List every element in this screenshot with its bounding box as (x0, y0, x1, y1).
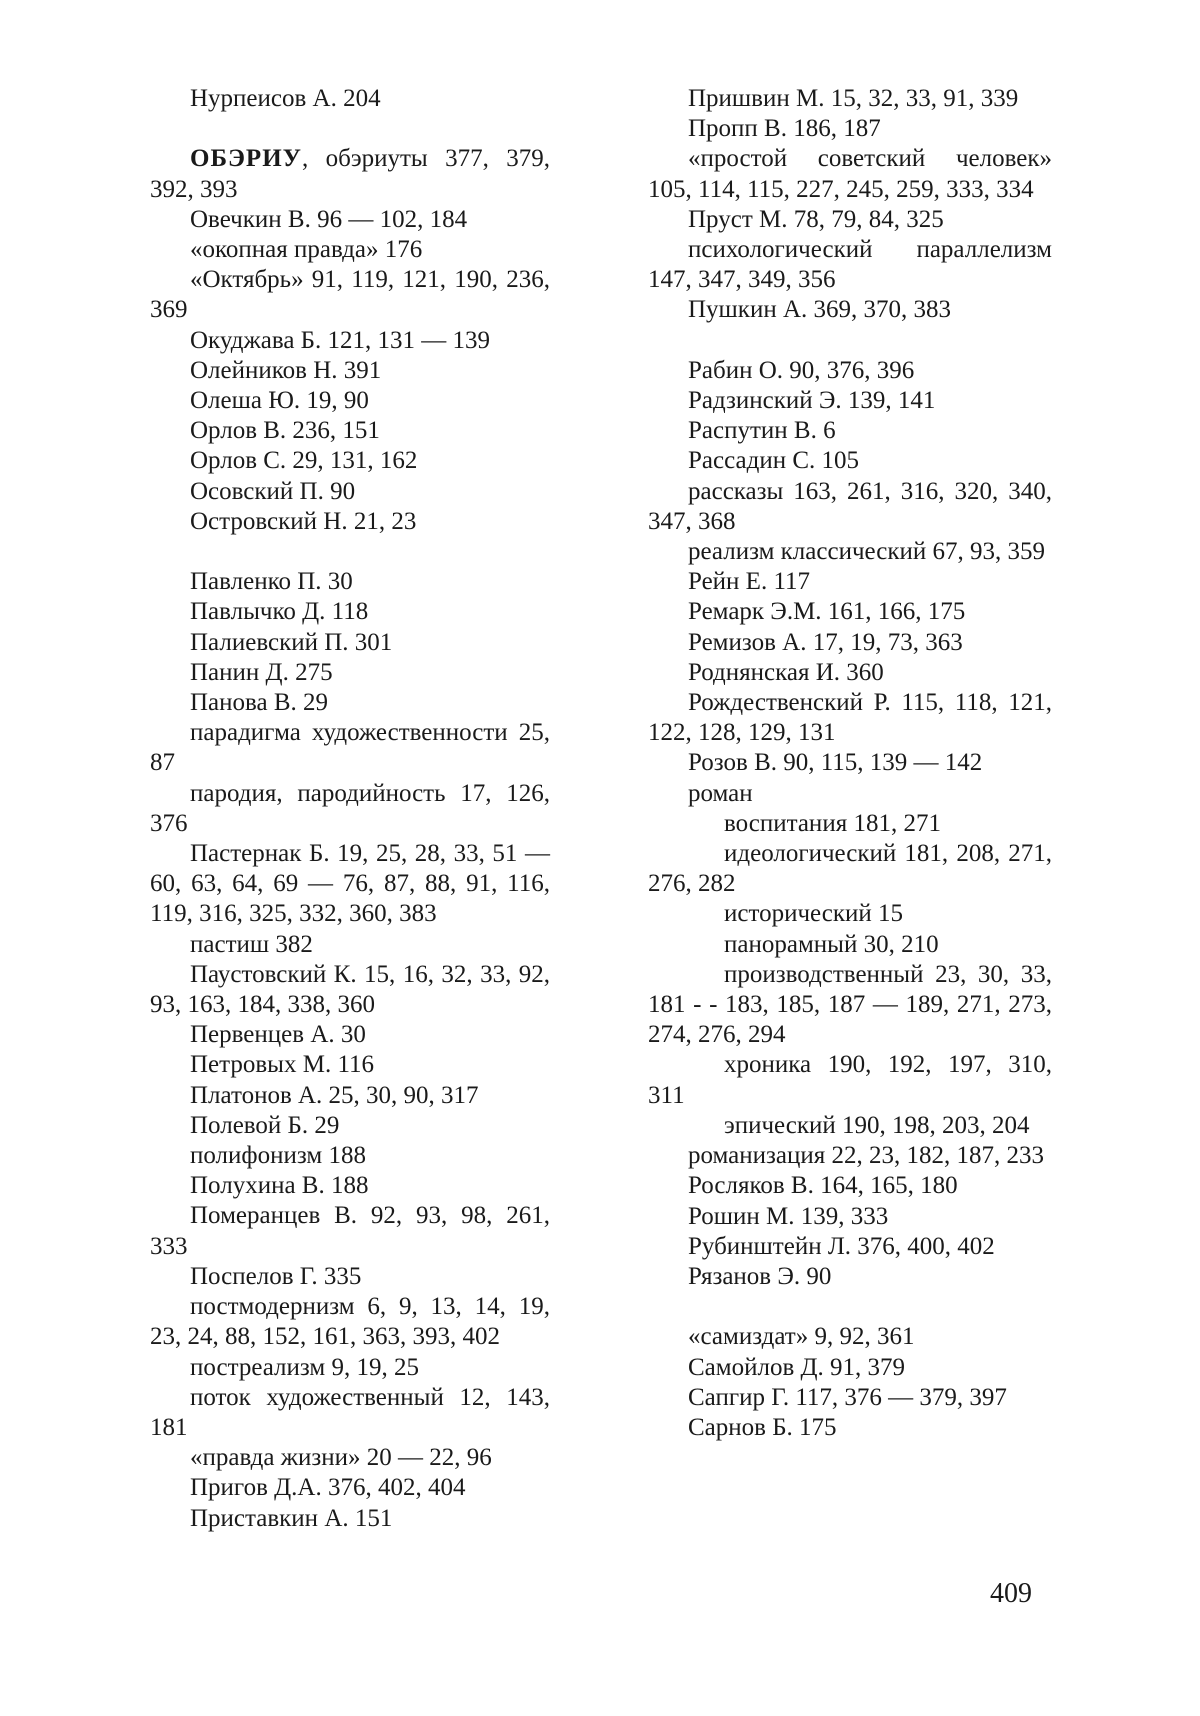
index-entry: Рассадин С. 105 (688, 447, 859, 475)
index-entry: Островский Н. 21, 23 (190, 507, 417, 535)
index-entry: Окуджава Б. 121, 131 — 139 (190, 326, 491, 354)
index-entry: ОБЭРИУ, обэриуты 377, 379, 392, 393 (150, 145, 550, 203)
section-gap (150, 114, 550, 144)
index-subentry: исторический 15 (724, 900, 903, 928)
index-subentry: панорамный 30, 210 (724, 930, 939, 958)
index-subentry: хроника 190, 192, 197, 310, 311 (648, 1051, 1052, 1109)
index-entry: парадигма художественности 25, 87 (150, 719, 550, 777)
index-entry: Росляков В. 164, 165, 180 (688, 1172, 958, 1200)
index-entry: пастиш 382 (190, 930, 313, 958)
index-entry: Рязанов Э. 90 (688, 1262, 832, 1290)
index-entry: Ремизов А. 17, 19, 73, 363 (688, 628, 963, 656)
index-entry: Пруст М. 78, 79, 84, 325 (688, 205, 944, 233)
index-entry: Пушкин А. 369, 370, 383 (688, 296, 952, 324)
index-entry: Панова В. 29 (190, 689, 329, 717)
index-entry: Рабин О. 90, 376, 396 (688, 356, 915, 384)
index-entry: Самойлов Д. 91, 379 (688, 1353, 906, 1381)
section-gap (150, 537, 550, 567)
index-entry: Олеша Ю. 19, 90 (190, 387, 369, 415)
index-entry: Нурпеисов А. 204 (190, 85, 381, 112)
index-subentry: идеологический 181, 208, 271, 276, 282 (648, 840, 1052, 898)
index-entry: Полевой Б. 29 (190, 1111, 340, 1139)
index-entry: Роднянская И. 360 (688, 658, 884, 686)
index-entry: Пригов Д.А. 376, 402, 404 (190, 1474, 466, 1502)
index-entry: постмодернизм 6, 9, 13, 14, 19, 23, 24, 88, 152, 161, 363, 393, 402 (150, 1293, 550, 1351)
index-entry: Сарнов Б. 175 (688, 1413, 837, 1441)
index-entry: Приставкин А. 151 (190, 1504, 393, 1532)
section-gap (648, 1292, 1052, 1322)
index-entry: Осовский П. 90 (190, 477, 356, 505)
index-entry: Розов В. 90, 115, 139 — 142 (688, 749, 983, 777)
index-entry: Пришвин М. 15, 32, 33, 91, 339 (688, 85, 1019, 112)
index-entry: Паустовский К. 15, 16, 32, 33, 92, 93, 163, 184, 338, 360 (150, 960, 550, 1019)
index-column-left (150, 84, 550, 1534)
index-entry: роман (688, 779, 753, 807)
index-entry: Померанцев В. 92, 93, 98, 261, 333 (150, 1202, 550, 1260)
index-entry: Павлычко Д. 118 (190, 598, 369, 626)
index-subentry: производственный 23, 30, 33, 181 - - 183, 185, 187 — 189, 271, 273, 274, 276, 294 (648, 960, 1052, 1049)
index-entry: рассказы 163, 261, 316, 320, 340, 347, 368 (648, 477, 1052, 535)
index-entry: Пастернак Б. 19, 25, 28, 33, 51 — 60, 63, 64, 69 — 76, 87, 88, 91, 116, 119, 316, 325, 332, 360, 383 (150, 840, 550, 928)
index-column-right (648, 84, 1052, 1443)
index-entry: «Октябрь» 91, 119, 121, 190, 236, 369 (150, 266, 550, 324)
index-entry: Платонов А. 25, 30, 90, 317 (190, 1081, 479, 1109)
index-entry: полифонизм 188 (190, 1142, 366, 1170)
index-entry: Палиевский П. 301 (190, 628, 393, 656)
index-entry: реализм классический 67, 93, 359 (688, 538, 1045, 566)
index-entry: Олейников Н. 391 (190, 356, 382, 384)
index-entry: Панин Д. 275 (190, 658, 333, 686)
index-entry: «самиздат» 9, 92, 361 (688, 1323, 915, 1351)
index-entry: Первенцев А. 30 (190, 1021, 366, 1049)
index-entry: «окопная правда» 176 (190, 236, 423, 263)
section-gap (648, 326, 1052, 356)
bold-abbreviation: ОБЭРИУ (190, 145, 302, 173)
index-entry: Распутин В. 6 (688, 417, 836, 445)
index-entry: Поспелов Г. 335 (190, 1262, 362, 1290)
index-entry: Рубинштейн Л. 376, 400, 402 (688, 1232, 995, 1260)
index-subentry: воспитания 181, 271 (724, 809, 941, 837)
index-entry: Сапгир Г. 117, 376 — 379, 397 (688, 1383, 1007, 1411)
index-entry: Овечкин В. 96 — 102, 184 (190, 205, 468, 233)
index-entry: постреализм 9, 19, 25 (190, 1353, 419, 1381)
index-entry: пародия, пародийность 17, 126, 376 (150, 779, 550, 837)
index-entry: Рошин М. 139, 333 (688, 1202, 889, 1230)
index-entry: Павленко П. 30 (190, 568, 353, 596)
index-entry: Радзинский Э. 139, 141 (688, 387, 936, 415)
index-entry: поток художественный 12, 143, 181 (150, 1383, 550, 1441)
index-subentry: эпический 190, 198, 203, 204 (724, 1111, 1030, 1139)
index-entry: Орлов С. 29, 131, 162 (190, 447, 418, 475)
index-entry: Петровых М. 116 (190, 1051, 375, 1079)
index-entry: психологический параллелизм 147, 347, 349, 356 (648, 236, 1052, 294)
index-entry: романизация 22, 23, 182, 187, 233 (688, 1142, 1045, 1170)
index-entry: «правда жизни» 20 — 22, 96 (190, 1444, 492, 1472)
index-entry: «простой советский человек» 105, 114, 115, 227, 245, 259, 333, 334 (648, 145, 1052, 203)
index-entry: Пропп В. 186, 187 (688, 115, 881, 143)
index-entry: Полухина В. 188 (190, 1172, 369, 1200)
index-entry: Ремарк Э.М. 161, 166, 175 (688, 598, 966, 626)
page-number: 409 (990, 1578, 1032, 1609)
index-entry: Орлов В. 236, 151 (190, 417, 380, 445)
index-entry: Рейн Е. 117 (688, 568, 811, 596)
index-entry: Рождественский Р. 115, 118, 121, 122, 128, 129, 131 (648, 689, 1052, 747)
